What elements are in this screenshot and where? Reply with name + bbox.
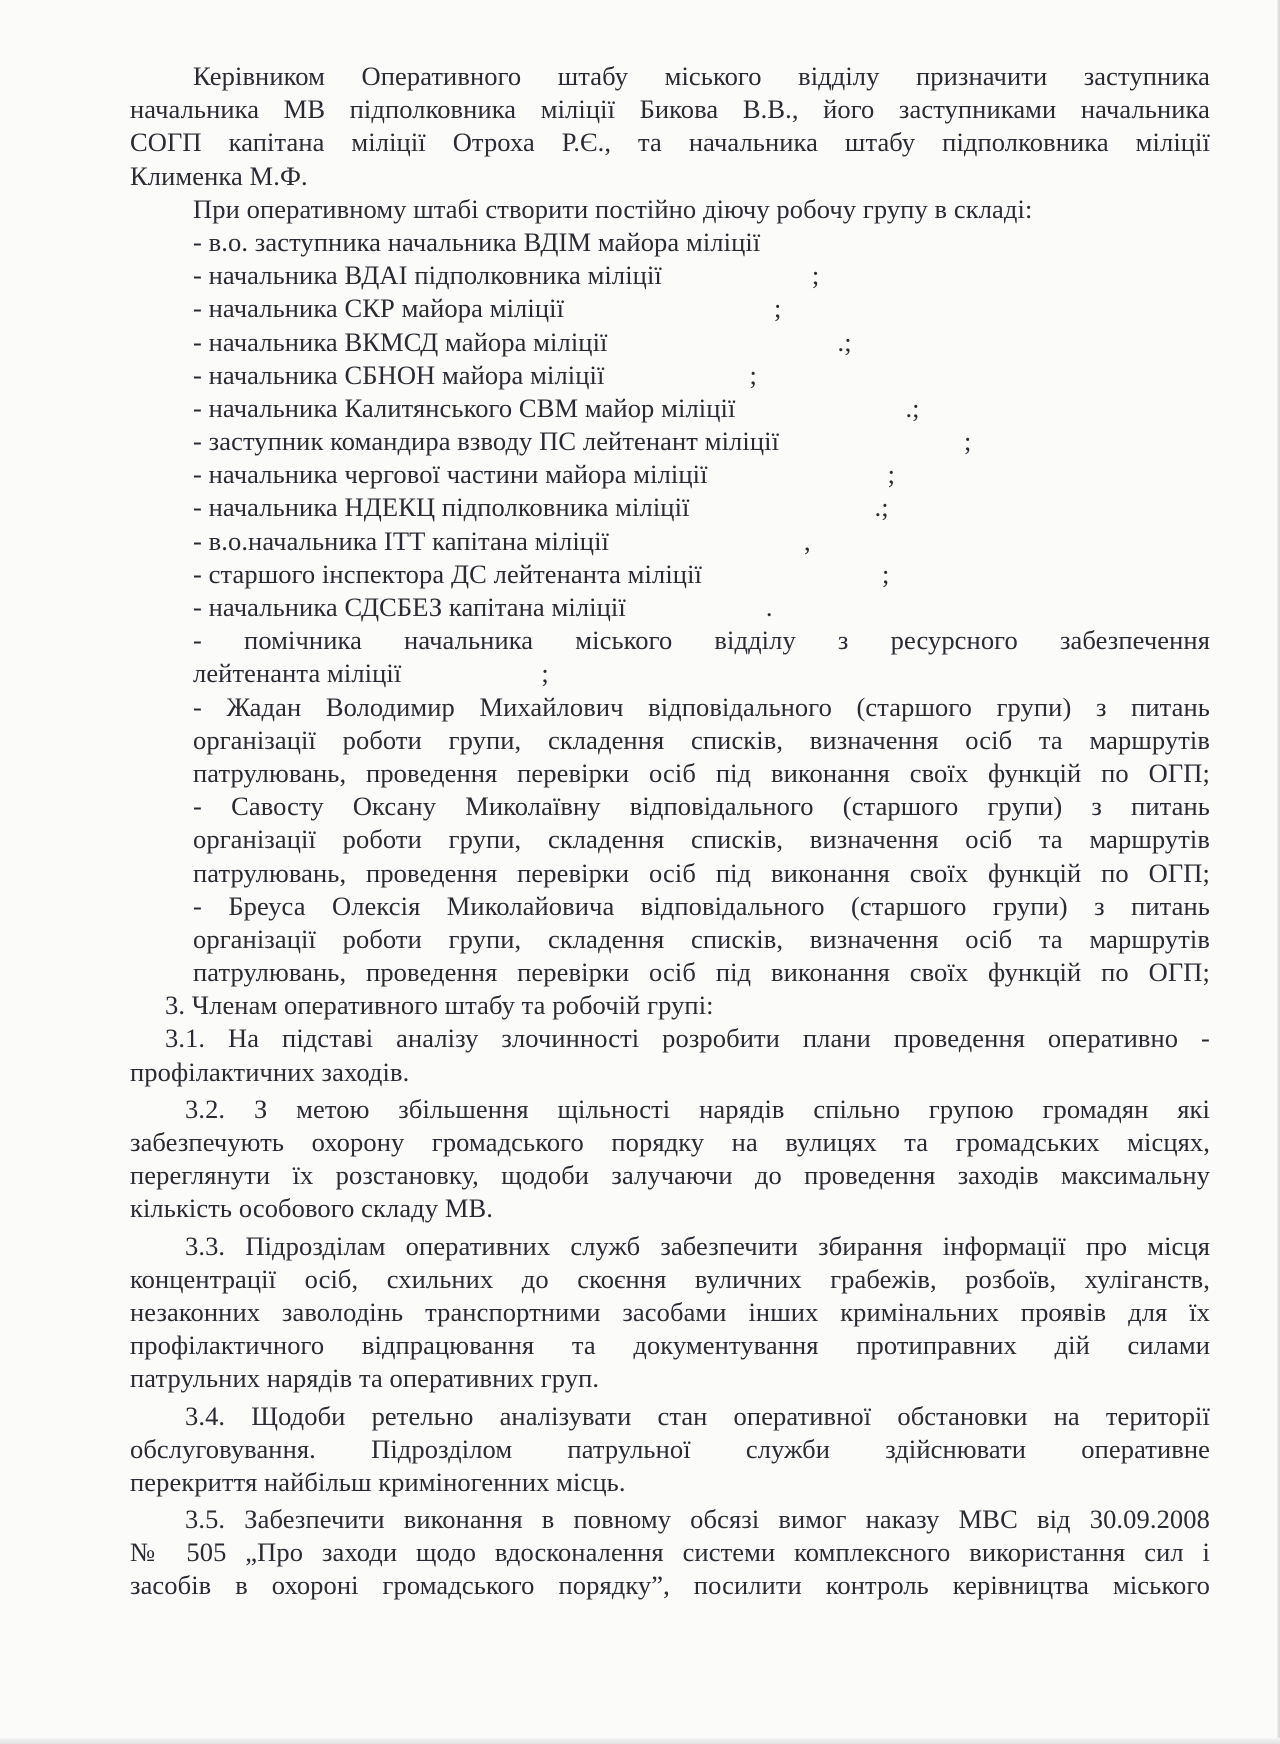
paragraph-line: обслуговування. Підрозділом патрульної служби здійснювати оперативне xyxy=(130,1433,1210,1464)
list-item-text: - в.о. заступника начальника ВДІМ майора міліції xyxy=(193,226,761,257)
list-item xyxy=(130,491,1210,524)
list-item-text: - начальника Калитянського СВМ майор міліції xyxy=(193,392,736,423)
redacted-name xyxy=(735,416,905,417)
redacted-name xyxy=(564,316,774,317)
paragraph-line: 3.5. Забезпечити виконання в повному обсязі вимог наказу МВС від 30.09.2008 xyxy=(185,1504,1210,1535)
redacted-name xyxy=(626,615,766,616)
list-item-suffix: .; xyxy=(905,392,920,423)
list-item-text: - начальника ВКМСД майора міліції xyxy=(193,326,608,357)
list-item xyxy=(130,326,1210,359)
list-item-text: - в.о.начальника ІТТ капітана міліції xyxy=(193,525,610,556)
list-item-text: - заступник командира взводу ПС лейтенант міліції xyxy=(193,426,780,457)
scan-bottom-edge xyxy=(0,1738,1280,1744)
paragraph-line: переглянути їх розстановку, щодоби залучаючи до проведення заходів максимальну xyxy=(130,1160,1210,1191)
paragraph-line: концентрації осіб, схильних до скоєння вуличних грабежів, розбоїв, хуліганств, xyxy=(130,1263,1210,1294)
paragraph-line: кількість особового складу МВ. xyxy=(130,1193,494,1224)
paragraph-line: незаконних заволодінь транспортними засобами інших кримінальних проявів для їх xyxy=(130,1296,1210,1327)
paragraph-line: перекриття найбільш криміногенних місць. xyxy=(130,1466,626,1497)
list-item-text: - старшого інспектора ДС лейтенанта міліції xyxy=(193,558,702,589)
list-item xyxy=(130,425,1210,458)
list-item xyxy=(130,458,1210,491)
list-item xyxy=(130,657,1210,690)
paragraph-line: 3.4. Щодоби ретельно аналізувати стан оперативної обстановки на території xyxy=(185,1400,1210,1431)
list-item-text: - начальника ВДАІ підполковника міліції xyxy=(193,260,662,291)
redacted-name xyxy=(609,549,804,550)
list-item xyxy=(130,525,1210,558)
list-item-text: - начальника чергової частини майора міліції xyxy=(193,459,708,490)
list-item-text: - начальника СБНОН майора міліції xyxy=(193,359,605,390)
list-item-text: - начальника СДСБЕЗ капітана міліції xyxy=(193,592,626,622)
list-item xyxy=(130,226,1210,259)
paragraph-line: організації роботи групи, складення списків, визначення осіб та маршрутів xyxy=(193,923,1210,954)
paragraph-line: патрульних нарядів та оперативних груп. xyxy=(130,1363,600,1394)
paragraph-line: начальника МВ підполковника міліції Бикова В.В., його заступниками начальника xyxy=(130,94,1210,125)
paragraph-line: Керівником Оперативного штабу міського відділу призначити заступника xyxy=(193,61,1210,91)
list-item-suffix: .; xyxy=(874,492,889,523)
list-item-suffix: ; xyxy=(541,658,549,689)
redacted-name xyxy=(702,582,882,583)
list-item-suffix: ; xyxy=(749,359,757,390)
list-item xyxy=(130,392,1210,425)
redacted-name xyxy=(662,283,812,284)
paragraph-line: організації роботи групи, складення списків, визначення осіб та маршрутів xyxy=(193,724,1210,755)
list-item xyxy=(130,558,1210,591)
list-item-suffix: , xyxy=(804,525,811,556)
list-item-suffix: ; xyxy=(882,558,890,589)
list-item-suffix: .; xyxy=(837,326,852,357)
list-item: - Савосту Оксану Миколаївну відповідального (старшого групи) з питань xyxy=(193,791,1210,822)
redacted-name xyxy=(401,681,541,682)
list-item-suffix: ; xyxy=(964,426,972,457)
paragraph-line: СОГП капітана міліції Отроха Р.Є., та начальника штабу підполковника міліції xyxy=(130,127,1210,158)
redacted-name xyxy=(779,449,964,450)
list-item: - Бреуса Олексія Миколайовича відповідального (старшого групи) з питань xyxy=(193,890,1210,921)
paragraph-line: № 505 „Про заходи щодо вдосконалення системи комплексного використання сил і xyxy=(130,1537,1210,1568)
list-item-suffix: ; xyxy=(774,293,782,324)
paragraph-line: 3.2. З метою збільшення щільності нарядів спільно групою громадян які xyxy=(185,1093,1210,1124)
redacted-name xyxy=(708,482,888,483)
paragraph-line: Клименка М.Ф. xyxy=(130,160,308,191)
list-item xyxy=(130,259,1210,292)
paragraph-line: профілактичного відпрацювання та документування протиправних дій силами xyxy=(130,1330,1210,1361)
paragraph-line: патрулювань, проведення перевірки осіб під виконання своїх функцій по ОГП; xyxy=(193,857,1210,888)
redacted-name xyxy=(608,350,838,351)
list-item xyxy=(130,359,1210,392)
paragraph-line: забезпечують охорону громадського порядку на вулицях та громадських місцях, xyxy=(130,1127,1210,1157)
list-item xyxy=(130,292,1210,325)
paragraph-line: патрулювань, проведення перевірки осіб під виконання своїх функцій по ОГП; xyxy=(193,757,1210,788)
paragraph-line: При оперативному штабі створити постійно діючу робочу групу в складі: xyxy=(193,193,1033,224)
paragraph-line: профілактичних заходів. xyxy=(130,1056,410,1087)
list-item-suffix: ; xyxy=(811,260,820,291)
paragraph-line: організації роботи групи, складення списків, визначення осіб та маршрутів xyxy=(193,824,1210,855)
paragraph-line: 3.3. Підрозділам оперативних служб забезпечити збирання інформації про місця xyxy=(185,1230,1210,1261)
paragraph-line: засобів в охороні громадського порядку”, посилити контроль керівництва міського xyxy=(130,1570,1210,1601)
list-item-text: - начальника НДЕКЦ підполковника міліції xyxy=(193,492,690,523)
list-item: - помічника начальника міського відділу з ресурсного забезпечення xyxy=(193,625,1210,656)
list-item-text: лейтенанта міліції xyxy=(193,658,402,689)
list-item-text: - начальника СКР майора міліції xyxy=(193,293,565,324)
redacted-name xyxy=(604,383,749,384)
list-item xyxy=(130,591,1210,624)
list-item-suffix: . xyxy=(765,592,773,622)
section-heading: 3. Членам оперативного штабу та робочій групі: xyxy=(165,990,714,1021)
paragraph-line: 3.1. На підставі аналізу злочинності розробити плани проведення оперативно - xyxy=(165,1023,1210,1054)
paragraph-line: патрулювань, проведення перевірки осіб під виконання своїх функцій по ОГП; xyxy=(193,957,1210,988)
list-item-suffix: ; xyxy=(887,459,896,490)
redacted-name xyxy=(690,515,875,516)
list-item: - Жадан Володимир Михайлович відповідального (старшого групи) з питань xyxy=(193,691,1210,722)
